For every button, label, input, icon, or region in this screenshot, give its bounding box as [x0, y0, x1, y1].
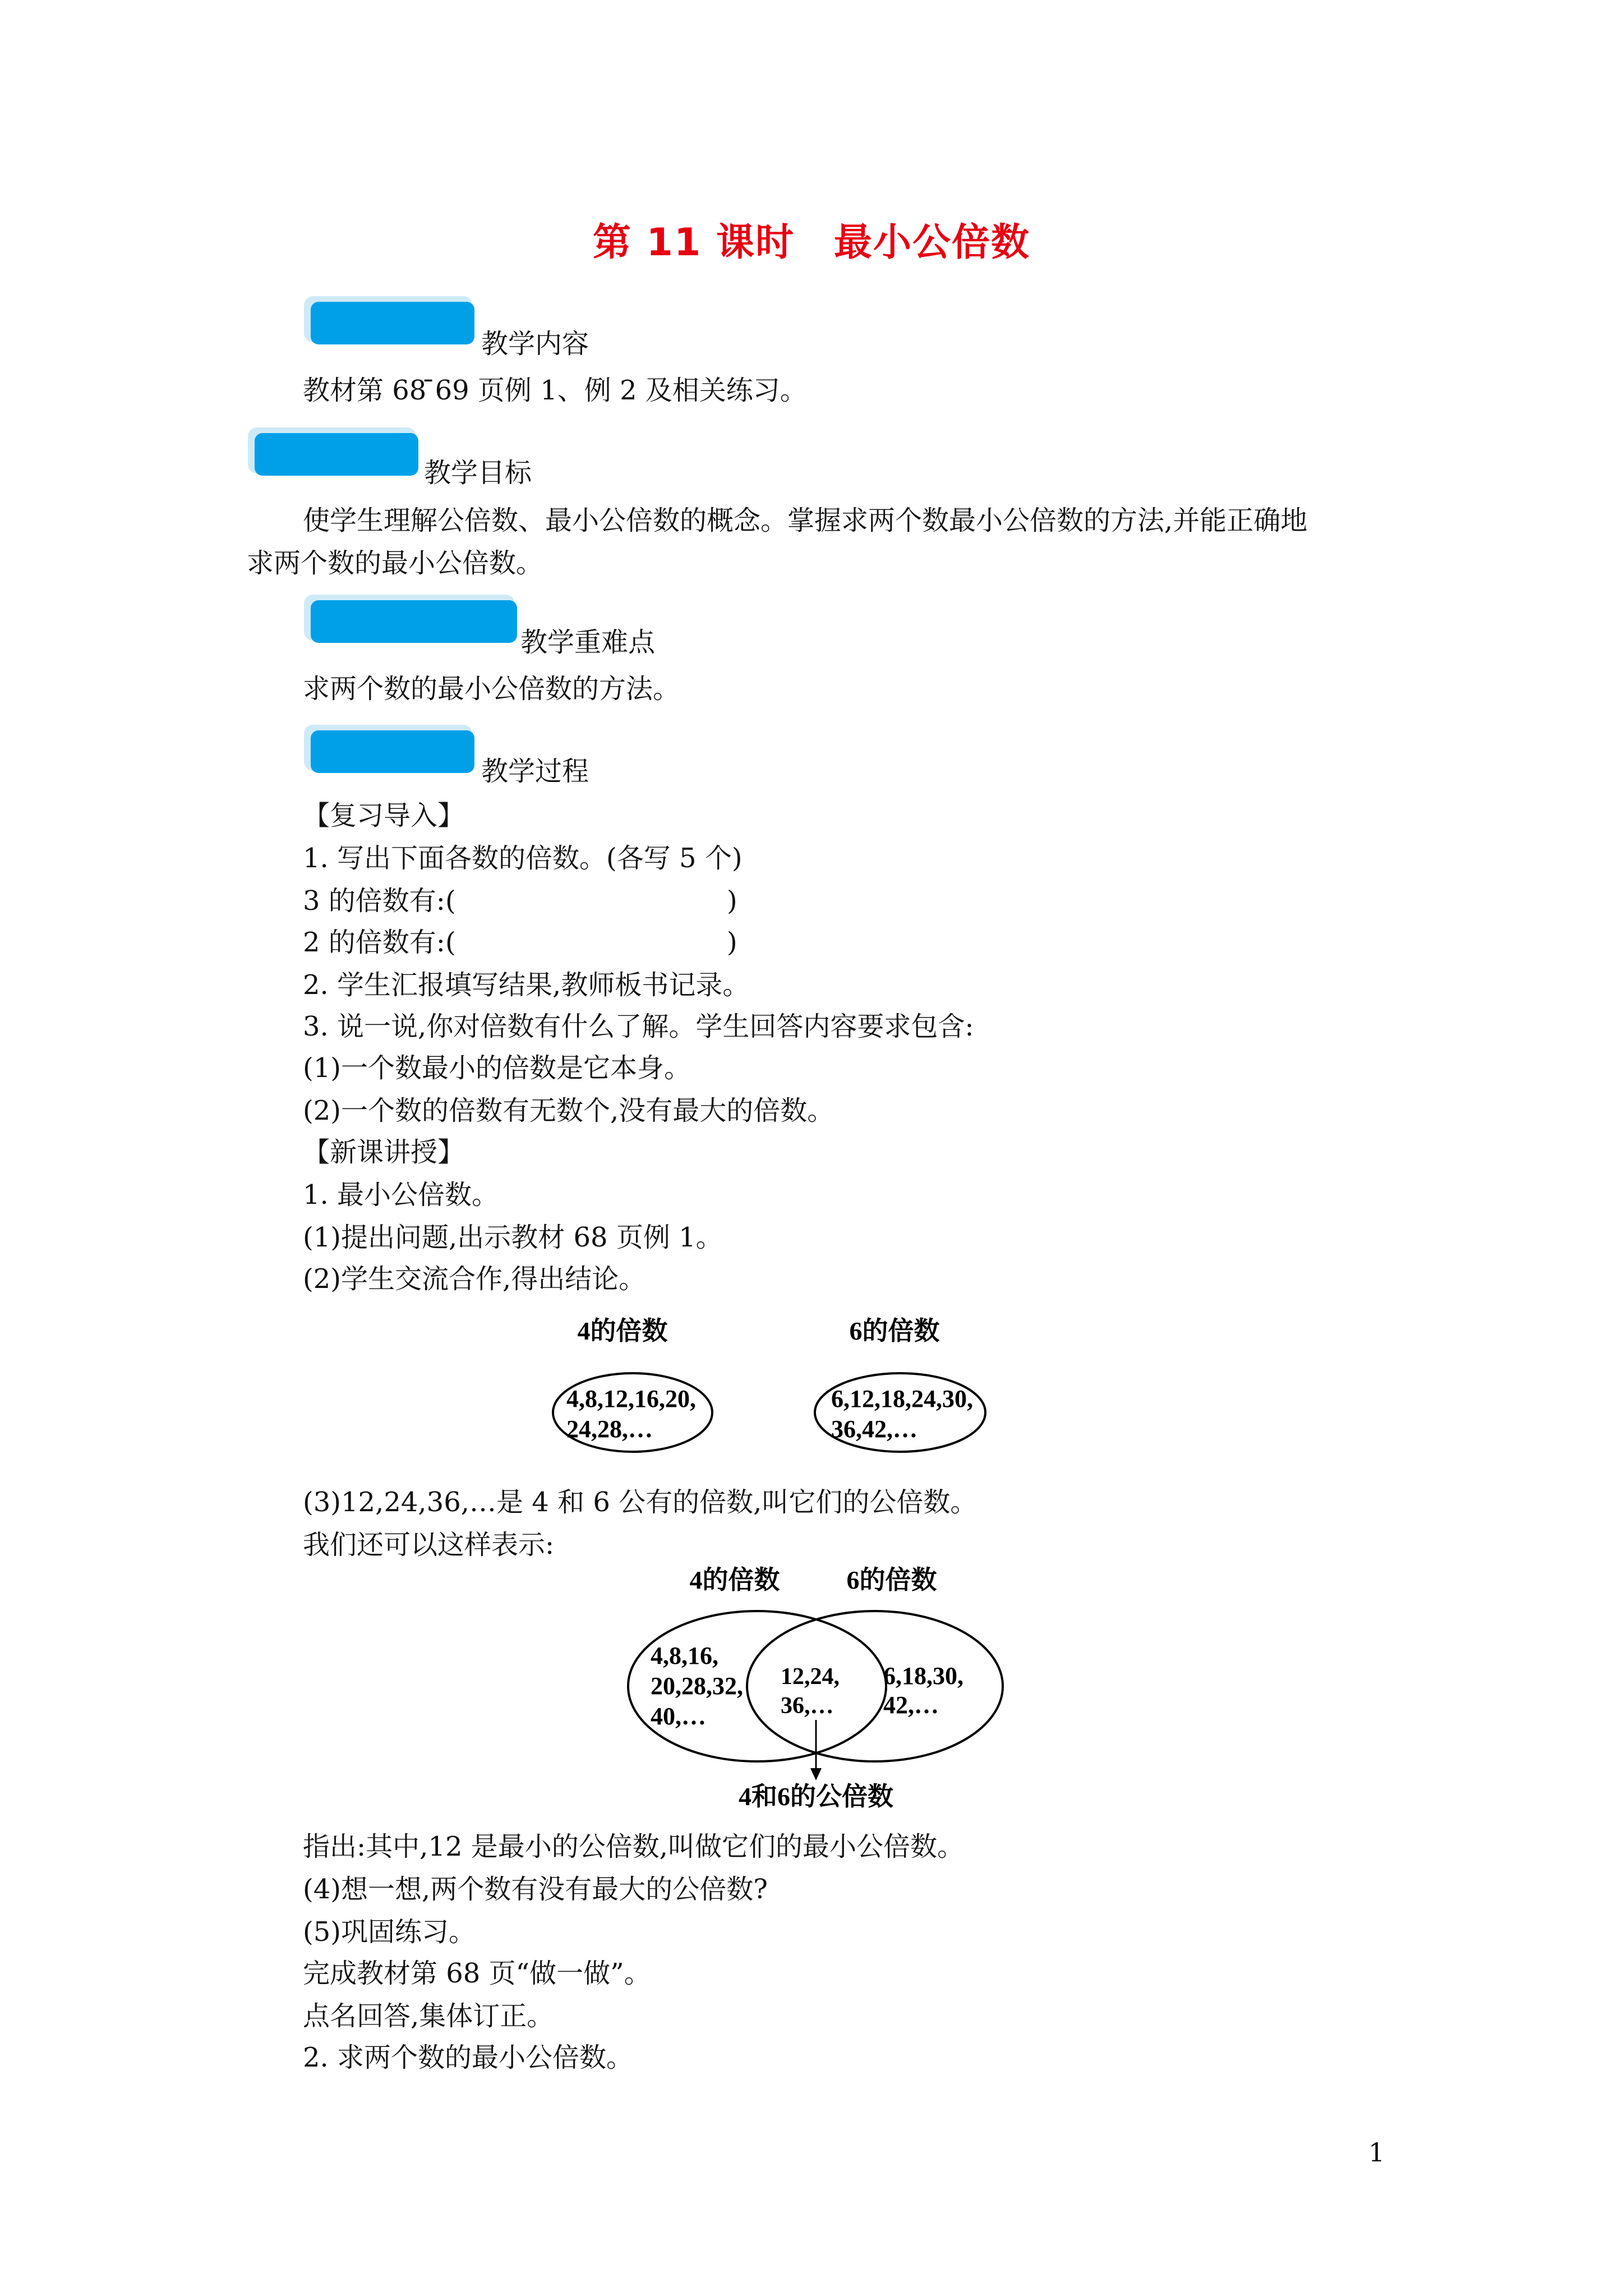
venn-right-title: 6的倍数 [846, 1566, 937, 1594]
newlesson-line-6: 指出:其中,12 是最小的公倍数,叫做它们的最小公倍数。 [303, 1831, 965, 1862]
review-line-6: (1)一个数最小的倍数是它本身。 [303, 1052, 691, 1084]
arrow-down-icon [810, 1768, 822, 1780]
newlesson-line-8: (5)巩固练习。 [303, 1916, 476, 1948]
section-label-key: 教学重难点 [520, 627, 656, 658]
review-line-3-close: ) [727, 927, 737, 958]
fig1-right-line-1: 6,12,18,24,30, [831, 1385, 973, 1412]
venn-bottom-label: 4和6的公倍数 [739, 1782, 893, 1811]
review-line-2-close: ) [727, 885, 737, 917]
content-text: 教材第 68 ̄69 页例 1、例 2 及相关练习。 [303, 375, 807, 406]
fig1-right-title: 6的倍数 [849, 1317, 940, 1345]
section-label-process: 教学过程 [481, 756, 589, 787]
review-line-3: 2 的倍数有:( [303, 927, 456, 958]
section-badge-process [304, 725, 472, 771]
venn-left-line-2: 20,28,32, [651, 1672, 743, 1700]
section-badge-key [304, 595, 515, 641]
venn-left-line-3: 40,… [651, 1703, 706, 1730]
goal-text-1: 使学生理解公倍数、最小公倍数的概念。掌握求两个数最小公倍数的方法,并能正确地 [303, 505, 1308, 536]
review-line-7: (2)一个数的倍数有无数个,没有最大的倍数。 [303, 1095, 834, 1126]
newlesson-line-2: (1)提出问题,出示教材 68 页例 1。 [303, 1222, 723, 1253]
newlesson-line-1: 1. 最小公倍数。 [303, 1179, 499, 1211]
review-line-4: 2. 学生汇报填写结果,教师板书记录。 [303, 969, 750, 1001]
common-multiples-venn [617, 1564, 1032, 1816]
page-number: 1 [1368, 2137, 1385, 2168]
newlesson-line-4: (3)12,24,36,…是 4 和 6 公有的倍数,叫它们的公倍数。 [303, 1487, 978, 1518]
review-line-1: 1. 写出下面各数的倍数。(各写 5 个) [303, 843, 743, 874]
venn-mid-line-2: 36,… [781, 1693, 834, 1719]
fig1-left-title: 4的倍数 [577, 1317, 668, 1345]
review-line-2: 3 的倍数有:( [303, 885, 456, 917]
venn-left-title: 4的倍数 [689, 1566, 780, 1594]
newlesson-line-10: 点名回答,集体订正。 [303, 2000, 554, 2032]
review-line-5: 3. 说一说,你对倍数有什么了解。学生回答内容要求包含: [303, 1011, 974, 1042]
newlesson-line-3: (2)学生交流合作,得出结论。 [303, 1263, 646, 1295]
section-badge-goal [248, 427, 416, 473]
goal-text-2: 求两个数的最小公倍数。 [247, 547, 543, 579]
venn-right-line-2: 42,… [883, 1691, 939, 1719]
page-title: 第 11 课时 最小公倍数 [593, 220, 1030, 265]
venn-left-line-1: 4,8,16, [651, 1642, 718, 1669]
fig1-left-line-2: 24,28,… [566, 1415, 653, 1443]
newlesson-line-5: 我们还可以这样表示: [303, 1529, 555, 1561]
multiples-ellipses-figure [550, 1313, 1077, 1458]
newlesson-line-11: 2. 求两个数的最小公倍数。 [303, 2042, 634, 2073]
key-text: 求两个数的最小公倍数的方法。 [303, 673, 680, 705]
newlesson-line-9: 完成教材第 68 页“做一做”。 [303, 1958, 651, 1989]
venn-mid-line-1: 12,24, [781, 1664, 840, 1690]
section-label-content: 教学内容 [481, 328, 589, 360]
venn-right-line-1: 6,18,30, [883, 1662, 963, 1690]
section-badge-content [304, 296, 472, 342]
newlesson-line-7: (4)想一想,两个数有没有最大的公倍数? [303, 1874, 768, 1905]
section-label-goal: 教学目标 [424, 457, 532, 489]
fig1-right-line-2: 36,42,… [831, 1415, 917, 1443]
review-heading: 【复习导入】 [303, 800, 465, 831]
newlesson-heading: 【新课讲授】 [303, 1137, 465, 1168]
fig1-left-line-1: 4,8,12,16,20, [566, 1385, 696, 1412]
